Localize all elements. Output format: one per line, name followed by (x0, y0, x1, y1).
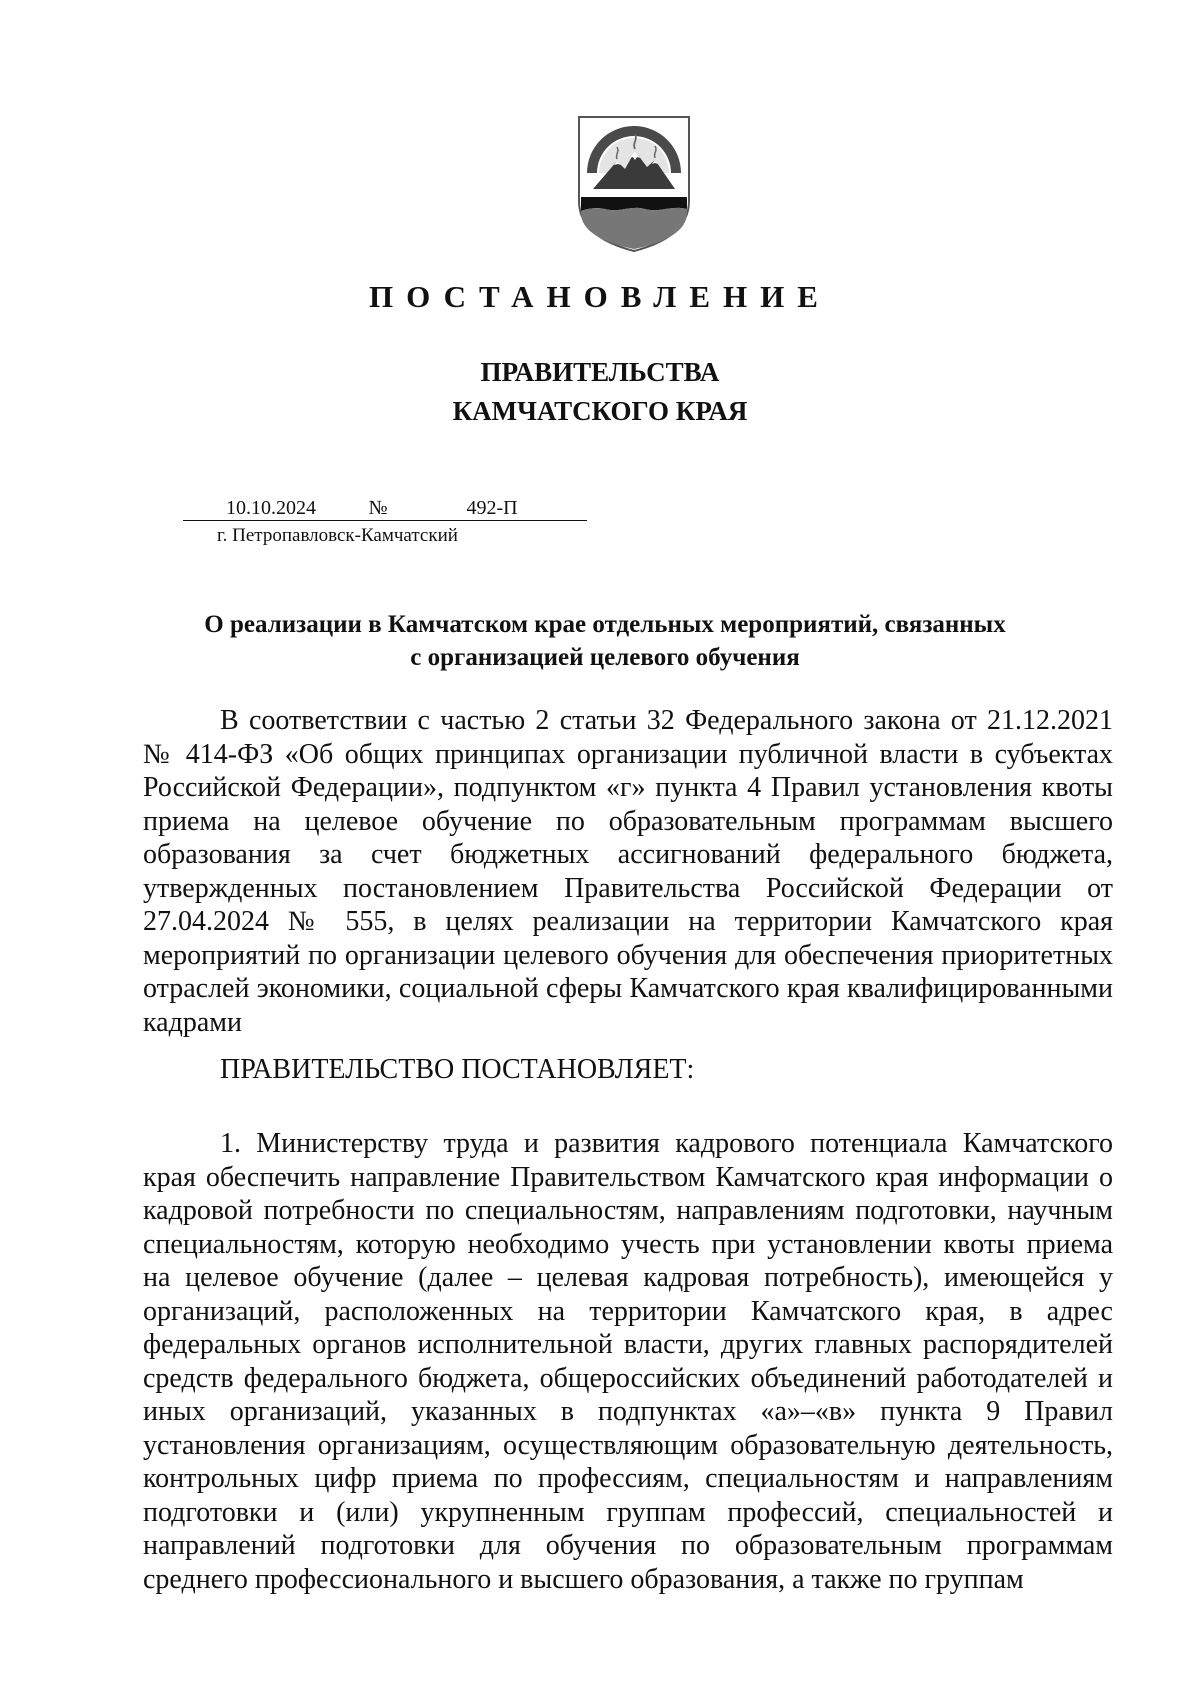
number-sign: № (359, 496, 397, 521)
document-number: 492-П (397, 496, 587, 521)
preamble-paragraph: В соответствии с частью 2 статьи 32 Федерального закона от 21.12.2021 № 414-ФЗ «Об общих принципах организации публичной власти в субъектах Российской Федерации», подпунктом «г» пункта 4 Правил установления квоты приема на целевое обучение по образовательным программам высшего образования за счет бюджетных ассигнований федерального бюджета, утвержденных постановлением Правительства Российской Федерации от 27.04.2024 № 555, в целях реализации на территории Камчатского края мероприятий по организации целевого обучения для обеспечения приоритетных отраслей экономики, социальной сферы Камчатского края квалифицированными кадрами (143, 705, 1113, 1038)
issuing-authority (0, 353, 1200, 431)
registration-line (183, 495, 587, 521)
item-1-paragraph: 1. Министерству труда и развития кадрового потенциала Камчатского края обеспечить направление Правительством Камчатского края информации о кадровой потребности по специальностям, направлениям подготовки, научным специальностям, которую необходимо учесть при установлении квоты приема на целевое обучение (далее – целевая кадровая потребность), имеющейся у организаций, расположенных на территории Камчатского края, в адрес федеральных органов исполнительной власти, других главных распорядителей средств федерального бюджета, общероссийских объединений работодателей и иных организаций, указанных в подпунктах «а»–«в» пункта 9 Правил установления организациям, осуществляющим образовательную деятельность, контрольных цифр приема по профессиям, специальностям и направлениям подготовки и (или) укрупненным группам профессий, специальностей и направлений подготовки для обучения по образовательным программам среднего профессионального и высшего образования, а также по группам (143, 1128, 1113, 1595)
kamchatka-coat-of-arms-icon (575, 113, 693, 253)
title-line-2: с организацией целевого обучения (410, 644, 800, 671)
authority-line-1: ПРАВИТЕЛЬСТВА (480, 357, 720, 387)
resolves-heading: ПРАВИТЕЛЬСТВО ПОСТАНОВЛЯЕТ: (220, 1054, 695, 1085)
issue-city: г. Петропавловск-Камчатский (217, 525, 458, 546)
document-title (130, 608, 1080, 674)
document-date: 10.10.2024 (183, 496, 359, 521)
title-line-1: О реализации в Камчатском крае отдельных мероприятий, связанных (204, 611, 1006, 638)
authority-line-2: КАМЧАТСКОГО КРАЯ (452, 396, 748, 426)
document-type: ПОСТАНОВЛЕНИЕ (369, 279, 831, 314)
